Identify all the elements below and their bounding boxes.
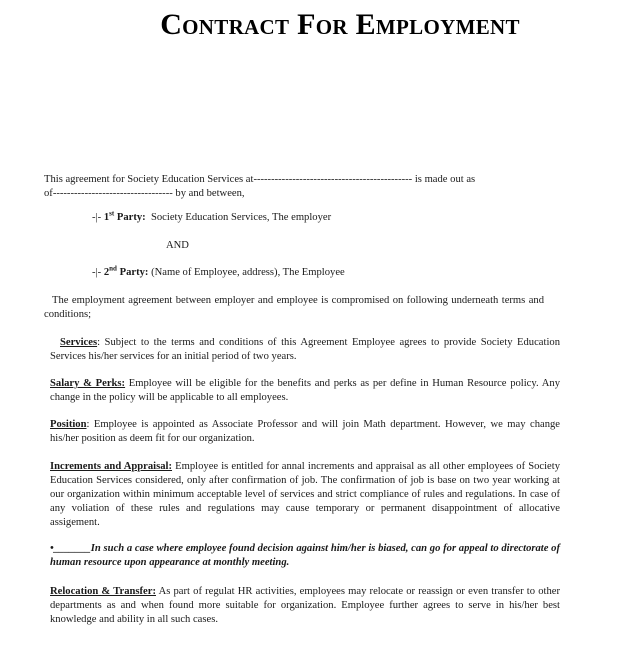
party-1-label: Party:: [116, 212, 146, 223]
appeal-text: In such a case where employee found decision against him/her is biased, can go for appeal to directorate of human resource upon appearance at monthly meeting.: [50, 543, 560, 568]
services-text: : Subject to the terms and conditions of this Agreement Employee agrees to provide Society Education Services his/her services for an initial period of two years.: [50, 337, 560, 362]
position-text: : Employee is appointed as Associate Professor and will join Math department. However, we may change his/her position as deem fit for our organization.: [50, 419, 560, 444]
salary-heading: Salary & Perks:: [50, 378, 126, 389]
document-title: Contract For Employment: [160, 8, 520, 41]
party-1-line: [92, 211, 331, 225]
salary-section: [50, 377, 560, 405]
party-2-bullet: -|-: [92, 267, 102, 278]
intro-line-2: of---------------------------------- by and between,: [44, 188, 245, 199]
intro-line-1: This agreement for Society Education Services at--------------------------------------------- is made out as: [44, 174, 476, 185]
appeal-blank: _______: [53, 543, 91, 554]
party-1-ordinal: st: [109, 209, 115, 218]
position-heading: Position: [50, 419, 87, 430]
intro-paragraph: [44, 173, 544, 201]
salary-text: Employee will be eligible for the benefits and perks as per define in Human Resource policy. Any change in the policy will be applicable to all employees.: [50, 378, 561, 403]
relocation-text: As part of regulat HR activities, employees may relocate or reassign or even transfer to other departments as and when found more suitable for organization. Employee further agrees to serve in his/her best knowledge and ability in all such cases.: [50, 586, 560, 625]
appeal-section: [50, 542, 560, 570]
relocation-section: [50, 585, 560, 627]
increments-text: Employee is entitled for annal increments and appraisal as all other employees of Society Education Services considered, only after confirmation of job. The confirmation of job is base on two year working at our organization within minimum acceptable level of services and strict compliance of rules and regulations. In case of any voliation of these rules and regulations may cause temporary or permanent disappointment of allocative assigement.: [50, 461, 560, 528]
position-section: [50, 418, 560, 446]
party-2-text: (Name of Employee, address), The Employee: [151, 267, 345, 278]
increments-heading: Increments and Appraisal:: [50, 461, 173, 472]
relocation-heading: Relocation & Transfer:: [50, 586, 156, 597]
party-2-number: 2: [103, 267, 110, 278]
party-1-text: Society Education Services, The employer: [150, 212, 332, 223]
party-2-label: Party:: [119, 267, 149, 278]
party-2-line: [92, 266, 345, 280]
party-2-ordinal: nd: [109, 264, 117, 273]
and-label: AND: [166, 240, 189, 251]
party-1-bullet: -|-: [92, 212, 102, 223]
services-heading: Services: [60, 337, 98, 348]
appeal-bullet: •: [50, 543, 54, 554]
party-1-number: 1: [103, 212, 110, 223]
preamble-paragraph: The employment agreement between employer and employee is compromised on following underneath terms and conditions;: [44, 295, 544, 320]
increments-section: [50, 460, 560, 530]
services-section: [50, 336, 560, 364]
